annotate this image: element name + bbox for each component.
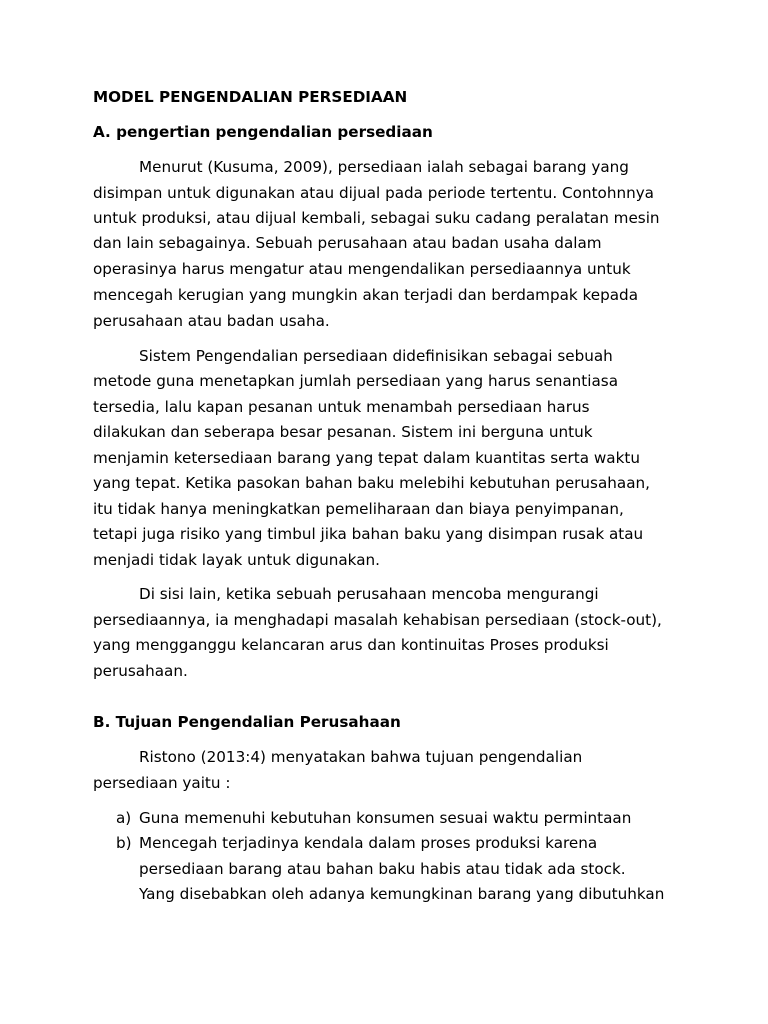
paragraph-line: perusahaan. <box>93 662 188 680</box>
paragraph-line: Ristono (2013:4) menyatakan bahwa tujuan pengendalian <box>139 748 583 766</box>
paragraph-line: menjadi tidak layak untuk digunakan. <box>93 551 380 569</box>
list-item-line: Guna memenuhi kebutuhan konsumen sesuai waktu permintaan <box>139 809 632 827</box>
list-marker: a) <box>116 809 132 827</box>
document-title: MODEL PENGENDALIAN PERSEDIAAN <box>93 88 408 106</box>
paragraph-line: mencegah kerugian yang mungkin akan terjadi dan berdampak kepada <box>93 286 639 304</box>
paragraph-line: tersedia, lalu kapan pesanan untuk menambah persediaan harus <box>93 398 590 416</box>
paragraph-line: itu tidak hanya meningkatkan pemeliharaan dan biaya penyimpanan, <box>93 500 624 518</box>
section-a-heading: A. pengertian pengendalian persediaan <box>93 123 433 141</box>
paragraph-line: Sistem Pengendalian persediaan didefinisikan sebagai sebuah <box>139 347 613 365</box>
paragraph-line: persediaannya, ia menghadapi masalah kehabisan persediaan (stock-out), <box>93 611 662 629</box>
paragraph-line: menjamin ketersediaan barang yang tepat dalam kuantitas serta waktu <box>93 449 640 467</box>
paragraph-line: tetapi juga risiko yang timbul jika bahan baku yang disimpan rusak atau <box>93 525 644 543</box>
section-b-heading: B. Tujuan Pengendalian Perusahaan <box>93 713 401 731</box>
list-marker: b) <box>116 834 132 852</box>
paragraph-line: dilakukan dan seberapa besar pesanan. Sistem ini berguna untuk <box>93 423 593 441</box>
paragraph-line: untuk produksi, atau dijual kembali, sebagai suku cadang peralatan mesin <box>93 209 660 227</box>
paragraph-line: perusahaan atau badan usaha. <box>93 312 330 330</box>
paragraph-line: Di sisi lain, ketika sebuah perusahaan mencoba mengurangi <box>139 585 599 603</box>
paragraph-line: disimpan untuk digunakan atau dijual pada periode tertentu. Contohnnya <box>93 184 654 202</box>
paragraph-line: dan lain sebagainya. Sebuah perusahaan atau badan usaha dalam <box>93 234 602 252</box>
paragraph-line: metode guna menetapkan jumlah persediaan yang harus senantiasa <box>93 372 618 390</box>
paragraph-line: yang tepat. Ketika pasokan bahan baku melebihi kebutuhan perusahaan, <box>93 474 650 492</box>
list-item-line: Mencegah terjadinya kendala dalam proses produksi karena <box>139 834 598 852</box>
list-item-line: Yang disebabkan oleh adanya kemungkinan barang yang dibutuhkan <box>139 885 665 903</box>
list-item-line: persediaan barang atau bahan baku habis atau tidak ada stock. <box>139 860 626 878</box>
paragraph-line: persediaan yaitu : <box>93 774 231 792</box>
paragraph-line: Menurut (Kusuma, 2009), persediaan ialah sebagai barang yang <box>139 158 629 176</box>
paragraph-line: operasinya harus mengatur atau mengendalikan persediaannya untuk <box>93 260 631 278</box>
paragraph-line: yang mengganggu kelancaran arus dan kontinuitas Proses produksi <box>93 636 609 654</box>
